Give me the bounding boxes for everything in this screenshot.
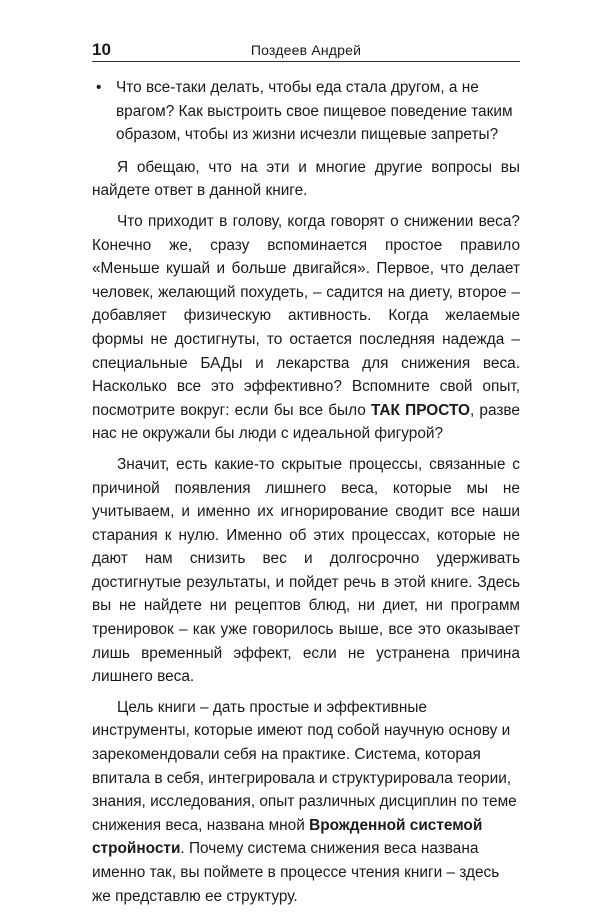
- author-name: Поздеев Андрей: [250, 42, 362, 58]
- running-head: [92, 38, 520, 62]
- paragraph-promise: [92, 156, 520, 203]
- paragraph-book-goal: [92, 696, 520, 908]
- emphasis-system-name: Врожденной системой стройности: [92, 816, 483, 858]
- header-rule: [92, 61, 520, 62]
- paragraph-hidden-processes: [92, 453, 520, 689]
- body-text: [92, 76, 520, 915]
- paragraph-weight-loss-text: Что приходит в голову, когда говорят о снижении веса? Конечно же, сразу вспоминается простое правило «Меньше кушай и больше двигайся». Первое, что делает человек, желающий похудеть, – садится на диету, второе – добавляет физическую активность. Когда желаемые формы не достигнуты, то остается последняя надежда – специальные БАДы и лекарства для снижения веса. Насколько все это эффективно? Вспомните свой опыт, посмотрите вокруг: если бы все было: [92, 212, 520, 419]
- paragraph-book-goal-end: . Почему система снижения веса названа именно так, вы поймете в процессе чтения книги – здесь же представлю ее структуру.: [92, 840, 500, 905]
- bullet-marker: •: [96, 79, 102, 96]
- bullet-text: Что все-таки делать, чтобы еда стала другом, а не врагом? Как выстроить свое пищевое поведение таким образом, чтобы из жизни исчезли пищевые запреты?: [116, 79, 513, 144]
- paragraph-book-goal-text: Цель книги – дать простые и эффективные инструменты, которые имеют под собой научную основу и зарекомендовали себя на практике. Система, которая впитала в себя, интегрировала и структурировала теории, знания, исследования, опыт различных дисциплин по теме снижения веса, названа мной: [92, 698, 517, 834]
- page-number: 10: [92, 40, 111, 59]
- bullet-item: [92, 76, 520, 147]
- paragraph-weight-loss-end: , разве нас не окружали бы люди с идеальной фигурой?: [92, 401, 520, 443]
- paragraph-hidden-processes-text: Значит, есть какие-то скрытые процессы, связанные с причиной появления лишнего веса, которые мы не учитываем, и именно их игнорирование сводит все наши старания к нулю. Именно об этих процессах, которые не дают нам снизить вес и долгосрочно удерживать достигнутые результаты, и пойдет речь в этой книге. Здесь вы не найдете ни рецептов блюд, ни диет, ни программ тренировок – как уже говорилось выше, все это оказывает лишь временный эффект, если не устранена причина лишнего веса.: [92, 455, 520, 686]
- paragraph-promise-text: Я обещаю, что на эти и многие другие вопросы вы найдете ответ в данной книге.: [92, 158, 520, 200]
- paragraph-weight-loss: [92, 210, 520, 446]
- emphasis-so-simple: ТАК ПРОСТО: [371, 401, 470, 419]
